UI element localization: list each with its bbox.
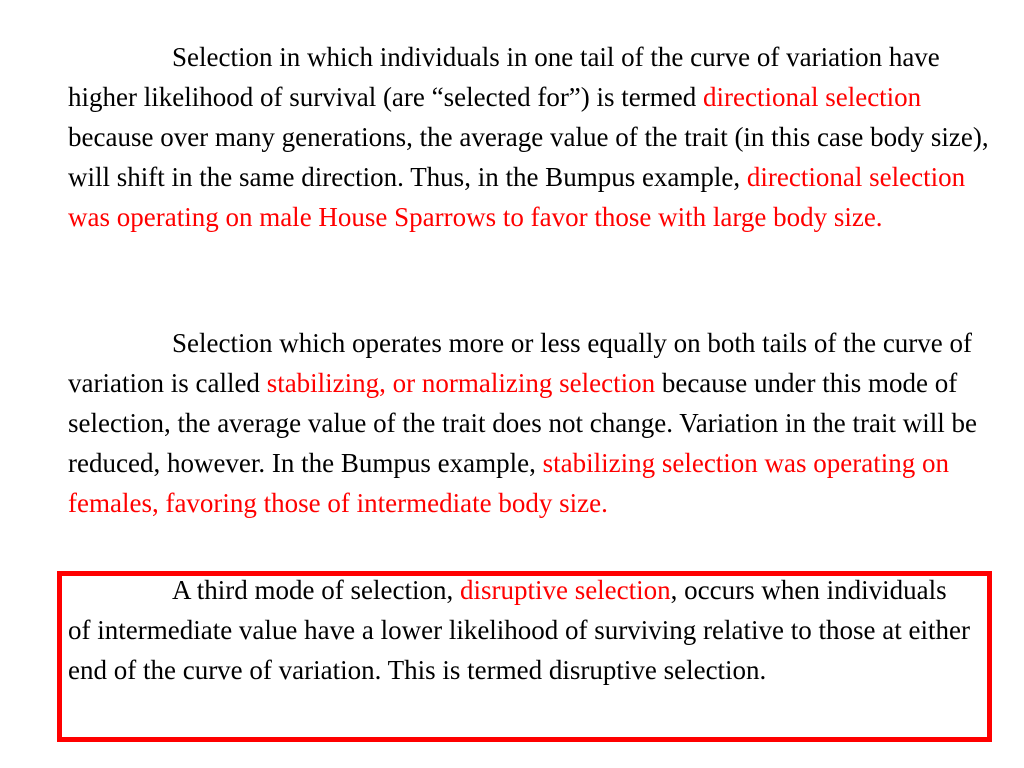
text-segment: Selection which operates more or less equally on both tails of the curve of variation is called — [68, 328, 973, 398]
term-stabilizing-selection: stabilizing, or normalizing selection — [266, 368, 656, 398]
term-directional-selection: directional selection — [703, 82, 922, 112]
text-segment: because over many generations, the average value of the trait (in this case body size), will shift in the same direction. Thus, in the Bumpus example, — [68, 122, 989, 192]
term-disruptive-selection: disruptive selection — [459, 575, 671, 605]
paragraph-directional-selection — [68, 37, 993, 237]
text-segment: , occurs when individuals of intermediate value have a lower likelihood of surviving relative to those at either end of the curve of variation. This is termed disruptive selection. — [68, 575, 970, 685]
paragraph-stabilizing-selection — [68, 323, 993, 523]
emphasis-male-sparrows: directional selection was operating on male House Sparrows to favor those with large body size. — [68, 162, 966, 232]
text-segment: because under this mode of selection, the average value of the trait does not change. Variation in the trait will be reduced, however. In the Bumpus example, — [68, 368, 977, 478]
text-segment: A third mode of selection, — [172, 575, 460, 605]
paragraph-disruptive-selection — [68, 570, 973, 690]
text-segment: Selection in which individuals in one tail of the curve of variation have higher likelihood of survival (are “selected for”) is termed — [68, 42, 940, 112]
emphasis-females: stabilizing selection was operating on females, favoring those of intermediate body size. — [68, 448, 950, 518]
